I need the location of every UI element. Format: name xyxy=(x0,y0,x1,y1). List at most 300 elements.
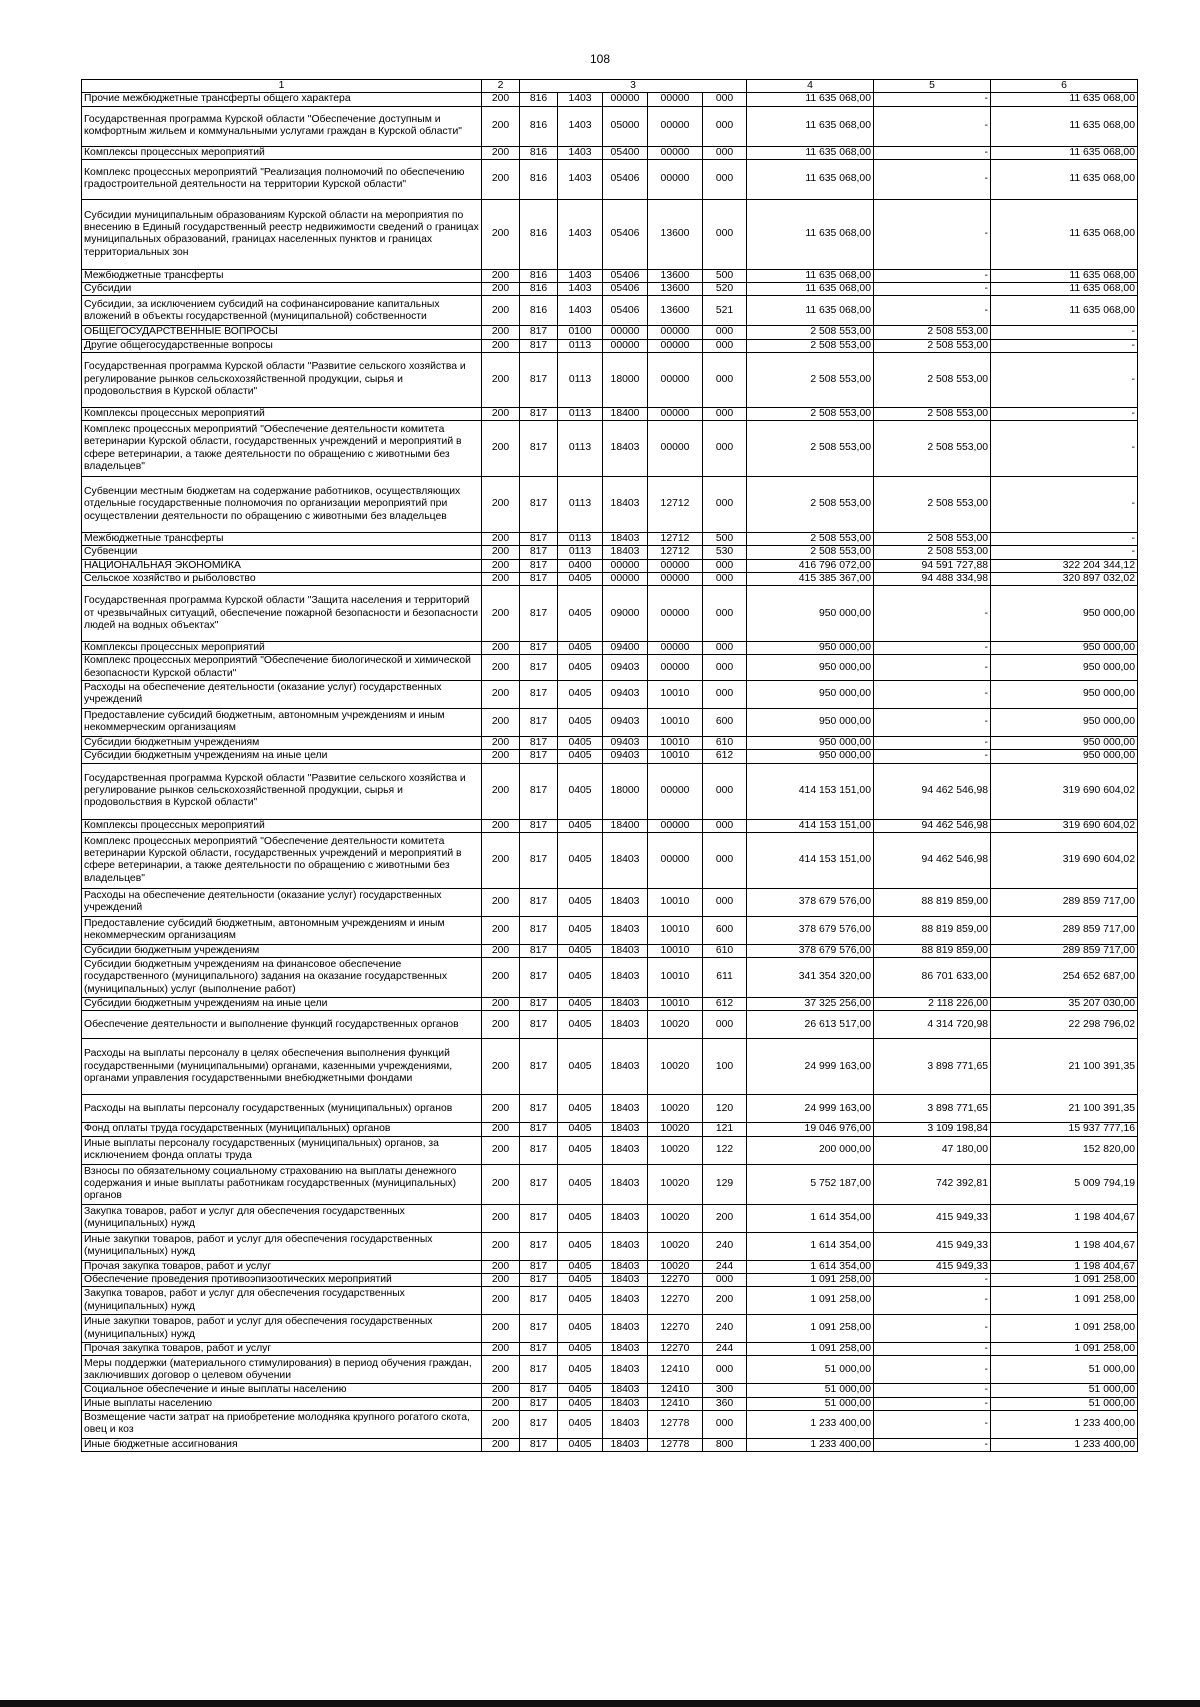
code-3b: 0405 xyxy=(558,1095,603,1123)
code-3d: 10010 xyxy=(648,736,703,749)
amount-6: 950 000,00 xyxy=(991,736,1138,749)
code-3c: 05400 xyxy=(603,146,648,159)
amount-6: 319 690 604,02 xyxy=(991,763,1138,819)
code-3e: 000 xyxy=(703,642,747,655)
code-3c: 18403 xyxy=(603,1315,648,1343)
code-3a: 817 xyxy=(520,832,558,888)
amount-6: 35 207 030,00 xyxy=(991,998,1138,1011)
amount-5: - xyxy=(874,586,991,642)
code-2: 200 xyxy=(482,146,520,159)
code-3d: 00000 xyxy=(648,559,703,572)
table-row xyxy=(82,832,1138,888)
code-3c: 18403 xyxy=(603,998,648,1011)
code-2: 200 xyxy=(482,944,520,957)
row-name: Возмещение части затрат на приобретение молодняка крупного рогатого скота, овец и коз xyxy=(82,1410,482,1438)
code-3d: 13600 xyxy=(648,296,703,326)
table-row xyxy=(82,1356,1138,1384)
code-2: 200 xyxy=(482,1438,520,1451)
amount-4: 950 000,00 xyxy=(747,655,874,681)
amount-4: 11 635 068,00 xyxy=(747,283,874,296)
code-3a: 817 xyxy=(520,1095,558,1123)
code-3e: 600 xyxy=(703,916,747,944)
amount-6: 5 009 794,19 xyxy=(991,1164,1138,1204)
row-name: Субсидии xyxy=(82,283,482,296)
row-name: Обеспечение проведения противоэпизоотических мероприятий xyxy=(82,1273,482,1286)
amount-5: 4 314 720,98 xyxy=(874,1011,991,1039)
code-3c: 18403 xyxy=(603,1164,648,1204)
code-3e: 000 xyxy=(703,159,747,199)
amount-6: 11 635 068,00 xyxy=(991,146,1138,159)
code-2: 200 xyxy=(482,339,520,352)
code-3d: 10020 xyxy=(648,1136,703,1164)
row-name: Прочие межбюджетные трансферты общего характера xyxy=(82,93,482,106)
table-row xyxy=(82,1438,1138,1451)
code-3e: 000 xyxy=(703,655,747,681)
amount-6: 950 000,00 xyxy=(991,642,1138,655)
amount-4: 1 233 400,00 xyxy=(747,1410,874,1438)
code-3e: 122 xyxy=(703,1136,747,1164)
amount-6: 1 233 400,00 xyxy=(991,1438,1138,1451)
code-3e: 240 xyxy=(703,1232,747,1260)
amount-5: 94 591 727,88 xyxy=(874,559,991,572)
amount-4: 950 000,00 xyxy=(747,708,874,736)
code-3d: 12270 xyxy=(648,1287,703,1315)
table-row xyxy=(82,1095,1138,1123)
amount-4: 1 091 258,00 xyxy=(747,1315,874,1343)
table-row xyxy=(82,708,1138,736)
code-3e: 800 xyxy=(703,1438,747,1451)
amount-4: 24 999 163,00 xyxy=(747,1039,874,1095)
amount-6: 1 091 258,00 xyxy=(991,1287,1138,1315)
row-name: НАЦИОНАЛЬНАЯ ЭКОНОМИКА xyxy=(82,559,482,572)
code-3c: 09403 xyxy=(603,750,648,763)
code-3b: 0100 xyxy=(558,326,603,339)
amount-5: - xyxy=(874,1315,991,1343)
amount-5: - xyxy=(874,269,991,282)
code-2: 200 xyxy=(482,352,520,407)
table-row xyxy=(82,1410,1138,1438)
amount-6: 22 298 796,02 xyxy=(991,1011,1138,1039)
amount-4: 2 508 553,00 xyxy=(747,339,874,352)
table-row xyxy=(82,339,1138,352)
code-3b: 0405 xyxy=(558,832,603,888)
code-3a: 817 xyxy=(520,559,558,572)
code-2: 200 xyxy=(482,559,520,572)
code-3a: 817 xyxy=(520,1397,558,1410)
amount-6: 51 000,00 xyxy=(991,1397,1138,1410)
code-3c: 18403 xyxy=(603,421,648,477)
code-2: 200 xyxy=(482,1260,520,1273)
code-3b: 0405 xyxy=(558,763,603,819)
code-3a: 816 xyxy=(520,296,558,326)
code-2: 200 xyxy=(482,93,520,106)
row-name: Государственная программа Курской области "Защита населения и территорий от чрезвычайных ситуаций, обеспечение пожарной безопасности и безопасности людей на водных объектах" xyxy=(82,586,482,642)
code-2: 200 xyxy=(482,296,520,326)
code-3e: 360 xyxy=(703,1397,747,1410)
amount-6: 289 859 717,00 xyxy=(991,888,1138,916)
code-3e: 000 xyxy=(703,586,747,642)
code-2: 200 xyxy=(482,533,520,546)
code-3d: 00000 xyxy=(648,339,703,352)
code-3e: 000 xyxy=(703,680,747,708)
code-2: 200 xyxy=(482,888,520,916)
amount-6: 51 000,00 xyxy=(991,1384,1138,1397)
code-3e: 611 xyxy=(703,958,747,998)
amount-6: 950 000,00 xyxy=(991,708,1138,736)
code-3d: 00000 xyxy=(648,763,703,819)
amount-4: 2 508 553,00 xyxy=(747,477,874,533)
code-3d: 10010 xyxy=(648,998,703,1011)
amount-6: 11 635 068,00 xyxy=(991,159,1138,199)
amount-4: 11 635 068,00 xyxy=(747,93,874,106)
amount-4: 950 000,00 xyxy=(747,586,874,642)
amount-5: - xyxy=(874,1273,991,1286)
amount-4: 11 635 068,00 xyxy=(747,199,874,269)
table-row xyxy=(82,1260,1138,1273)
code-3a: 816 xyxy=(520,146,558,159)
code-3d: 12410 xyxy=(648,1397,703,1410)
amount-6: 11 635 068,00 xyxy=(991,199,1138,269)
amount-5: - xyxy=(874,750,991,763)
row-name: Расходы на выплаты персоналу государственных (муниципальных) органов xyxy=(82,1095,482,1123)
amount-5: - xyxy=(874,708,991,736)
code-3a: 816 xyxy=(520,106,558,146)
code-3e: 520 xyxy=(703,283,747,296)
code-3c: 00000 xyxy=(603,93,648,106)
amount-6: 1 198 404,67 xyxy=(991,1204,1138,1232)
code-2: 200 xyxy=(482,1136,520,1164)
amount-6: - xyxy=(991,339,1138,352)
code-3a: 816 xyxy=(520,93,558,106)
code-3b: 0405 xyxy=(558,572,603,585)
table-row xyxy=(82,1232,1138,1260)
table-row xyxy=(82,1136,1138,1164)
table-row xyxy=(82,586,1138,642)
code-2: 200 xyxy=(482,750,520,763)
amount-4: 416 796 072,00 xyxy=(747,559,874,572)
code-3e: 610 xyxy=(703,736,747,749)
code-3b: 0405 xyxy=(558,819,603,832)
row-name: Субсидии бюджетным учреждениям на иные цели xyxy=(82,750,482,763)
amount-5: 86 701 633,00 xyxy=(874,958,991,998)
amount-4: 2 508 553,00 xyxy=(747,326,874,339)
code-3a: 816 xyxy=(520,199,558,269)
code-3c: 05406 xyxy=(603,283,648,296)
code-2: 200 xyxy=(482,269,520,282)
table-row xyxy=(82,546,1138,559)
header-row xyxy=(82,80,1138,93)
code-2: 200 xyxy=(482,655,520,681)
amount-4: 1 614 354,00 xyxy=(747,1204,874,1232)
code-3d: 10010 xyxy=(648,916,703,944)
code-3b: 0405 xyxy=(558,642,603,655)
amount-6: 11 635 068,00 xyxy=(991,296,1138,326)
row-name: Другие общегосударственные вопросы xyxy=(82,339,482,352)
code-3c: 18403 xyxy=(603,1397,648,1410)
code-3b: 0405 xyxy=(558,916,603,944)
amount-4: 24 999 163,00 xyxy=(747,1095,874,1123)
code-3a: 817 xyxy=(520,736,558,749)
code-3c: 18400 xyxy=(603,819,648,832)
code-3c: 18403 xyxy=(603,546,648,559)
code-3b: 1403 xyxy=(558,283,603,296)
code-3a: 816 xyxy=(520,269,558,282)
code-2: 200 xyxy=(482,819,520,832)
code-2: 200 xyxy=(482,1164,520,1204)
code-3b: 0405 xyxy=(558,1136,603,1164)
code-3b: 0113 xyxy=(558,546,603,559)
scan-bottom-edge xyxy=(0,1700,1200,1707)
amount-4: 2 508 553,00 xyxy=(747,533,874,546)
code-3a: 817 xyxy=(520,1260,558,1273)
code-3a: 817 xyxy=(520,421,558,477)
row-name: Субсидии муниципальным образованиям Курской области на мероприятия по внесению в Единый государственный реестр недвижимости сведений о границах муниципальных образований, границах населенных пунктов и границах территориальных зон xyxy=(82,199,482,269)
code-3c: 18403 xyxy=(603,1343,648,1356)
row-name: Государственная программа Курской области "Развитие сельского хозяйства и регулирование рынков сельскохозяйственной продукции, сырья и продовольствия в Курской области" xyxy=(82,763,482,819)
row-name: Комплексы процессных мероприятий xyxy=(82,407,482,420)
code-3c: 09403 xyxy=(603,708,648,736)
code-3a: 817 xyxy=(520,1273,558,1286)
row-name: Комплекс процессных мероприятий "Обеспечение деятельности комитета ветеринарии Курской области, государственных учреждений и мероприятий в сфере ветеринарии, а также деятельности по обращению с животными без владельцев" xyxy=(82,832,482,888)
code-3e: 200 xyxy=(703,1204,747,1232)
amount-5: 94 462 546,98 xyxy=(874,832,991,888)
page-number: 108 xyxy=(589,52,611,66)
code-3c: 09403 xyxy=(603,736,648,749)
amount-5: - xyxy=(874,199,991,269)
amount-6: 322 204 344,12 xyxy=(991,559,1138,572)
amount-5: 94 488 334,98 xyxy=(874,572,991,585)
code-2: 200 xyxy=(482,1315,520,1343)
code-2: 200 xyxy=(482,421,520,477)
table-row xyxy=(82,1397,1138,1410)
amount-5: 2 118 226,00 xyxy=(874,998,991,1011)
amount-6: 319 690 604,02 xyxy=(991,819,1138,832)
table-row xyxy=(82,888,1138,916)
code-3c: 18403 xyxy=(603,1410,648,1438)
code-2: 200 xyxy=(482,642,520,655)
table-row xyxy=(82,680,1138,708)
row-name: Комплексы процессных мероприятий xyxy=(82,146,482,159)
row-name: Иные закупки товаров, работ и услуг для обеспечения государственных (муниципальных) нужд xyxy=(82,1315,482,1343)
row-name: Расходы на выплаты персоналу в целях обеспечения выполнения функций государственными (муниципальными) органами, казенными учреждениями, органами управления государственными внебюджетными фондами xyxy=(82,1039,482,1095)
code-2: 200 xyxy=(482,572,520,585)
amount-6: 15 937 777,16 xyxy=(991,1123,1138,1136)
amount-5: - xyxy=(874,159,991,199)
code-3d: 00000 xyxy=(648,421,703,477)
amount-5: - xyxy=(874,1410,991,1438)
amount-6: 950 000,00 xyxy=(991,680,1138,708)
table-row xyxy=(82,1039,1138,1095)
amount-4: 11 635 068,00 xyxy=(747,296,874,326)
table-row xyxy=(82,1204,1138,1232)
table-row xyxy=(82,1011,1138,1039)
amount-6: 1 198 404,67 xyxy=(991,1260,1138,1273)
code-2: 200 xyxy=(482,546,520,559)
amount-6: 289 859 717,00 xyxy=(991,944,1138,957)
amount-4: 414 153 151,00 xyxy=(747,819,874,832)
amount-6: 11 635 068,00 xyxy=(991,269,1138,282)
amount-6: 950 000,00 xyxy=(991,586,1138,642)
code-3d: 12270 xyxy=(648,1315,703,1343)
code-3b: 0405 xyxy=(558,1287,603,1315)
table-row xyxy=(82,916,1138,944)
code-3b: 0405 xyxy=(558,1410,603,1438)
table-row xyxy=(82,1273,1138,1286)
code-3c: 18403 xyxy=(603,1011,648,1039)
code-3c: 18403 xyxy=(603,1039,648,1095)
code-3d: 12270 xyxy=(648,1273,703,1286)
code-3a: 816 xyxy=(520,283,558,296)
code-3a: 817 xyxy=(520,642,558,655)
amount-5: 2 508 553,00 xyxy=(874,477,991,533)
code-3b: 0405 xyxy=(558,1356,603,1384)
code-3a: 817 xyxy=(520,1204,558,1232)
code-2: 200 xyxy=(482,1204,520,1232)
code-2: 200 xyxy=(482,199,520,269)
code-3c: 18403 xyxy=(603,888,648,916)
row-name: Субсидии бюджетным учреждениям на финансовое обеспечение государственного (муниципального) задания на оказание государственных (муниципальных) услуг (выполнение работ) xyxy=(82,958,482,998)
table-row xyxy=(82,998,1138,1011)
amount-4: 950 000,00 xyxy=(747,750,874,763)
row-name: Межбюджетные трансферты xyxy=(82,533,482,546)
code-3d: 10020 xyxy=(648,1260,703,1273)
amount-4: 200 000,00 xyxy=(747,1136,874,1164)
code-3a: 817 xyxy=(520,1136,558,1164)
code-2: 200 xyxy=(482,1273,520,1286)
code-3c: 18403 xyxy=(603,1204,648,1232)
code-3d: 10020 xyxy=(648,1204,703,1232)
row-name: Иные бюджетные ассигнования xyxy=(82,1438,482,1451)
code-3d: 13600 xyxy=(648,199,703,269)
amount-4: 1 614 354,00 xyxy=(747,1232,874,1260)
code-3c: 18403 xyxy=(603,1384,648,1397)
code-3e: 000 xyxy=(703,763,747,819)
amount-4: 2 508 553,00 xyxy=(747,421,874,477)
table-row xyxy=(82,146,1138,159)
table-row xyxy=(82,283,1138,296)
table-row xyxy=(82,1164,1138,1204)
amount-6: - xyxy=(991,326,1138,339)
code-3b: 0405 xyxy=(558,1204,603,1232)
code-3c: 05406 xyxy=(603,159,648,199)
amount-5: - xyxy=(874,1343,991,1356)
code-3e: 612 xyxy=(703,998,747,1011)
row-name: Закупка товаров, работ и услуг для обеспечения государственных (муниципальных) нужд xyxy=(82,1204,482,1232)
code-3c: 18000 xyxy=(603,763,648,819)
row-name: Взносы по обязательному социальному страхованию на выплаты денежного содержания и иные выплаты работникам государственных (муниципальных) органов xyxy=(82,1164,482,1204)
code-3c: 09403 xyxy=(603,680,648,708)
table-row xyxy=(82,269,1138,282)
amount-6: 1 233 400,00 xyxy=(991,1410,1138,1438)
code-3b: 0405 xyxy=(558,1232,603,1260)
code-3c: 18403 xyxy=(603,1273,648,1286)
table-row xyxy=(82,421,1138,477)
amount-6: 1 091 258,00 xyxy=(991,1343,1138,1356)
code-3a: 817 xyxy=(520,1343,558,1356)
code-3a: 817 xyxy=(520,1438,558,1451)
code-3d: 10010 xyxy=(648,750,703,763)
amount-5: 47 180,00 xyxy=(874,1136,991,1164)
table-row xyxy=(82,559,1138,572)
code-3e: 300 xyxy=(703,1384,747,1397)
code-2: 200 xyxy=(482,680,520,708)
code-3e: 120 xyxy=(703,1095,747,1123)
code-2: 200 xyxy=(482,1232,520,1260)
table-row xyxy=(82,407,1138,420)
code-3c: 00000 xyxy=(603,339,648,352)
code-3d: 12712 xyxy=(648,477,703,533)
code-3e: 000 xyxy=(703,352,747,407)
table-row xyxy=(82,572,1138,585)
code-3e: 500 xyxy=(703,269,747,282)
code-3c: 05000 xyxy=(603,106,648,146)
code-2: 200 xyxy=(482,708,520,736)
table-row xyxy=(82,750,1138,763)
code-3a: 817 xyxy=(520,708,558,736)
code-3c: 05406 xyxy=(603,199,648,269)
code-3a: 817 xyxy=(520,1410,558,1438)
code-3c: 05406 xyxy=(603,269,648,282)
code-3c: 18403 xyxy=(603,1438,648,1451)
amount-5: - xyxy=(874,655,991,681)
code-3b: 0405 xyxy=(558,944,603,957)
code-2: 200 xyxy=(482,832,520,888)
amount-5: - xyxy=(874,296,991,326)
amount-6: 254 652 687,00 xyxy=(991,958,1138,998)
code-3c: 18403 xyxy=(603,916,648,944)
code-2: 200 xyxy=(482,763,520,819)
amount-5: - xyxy=(874,283,991,296)
table-row xyxy=(82,819,1138,832)
amount-5: 3 898 771,65 xyxy=(874,1095,991,1123)
amount-5: 2 508 553,00 xyxy=(874,533,991,546)
code-3e: 530 xyxy=(703,546,747,559)
amount-5: - xyxy=(874,93,991,106)
code-3a: 817 xyxy=(520,1315,558,1343)
code-3d: 00000 xyxy=(648,159,703,199)
code-3e: 000 xyxy=(703,1410,747,1438)
table-row xyxy=(82,199,1138,269)
code-3a: 817 xyxy=(520,586,558,642)
amount-6: 21 100 391,35 xyxy=(991,1039,1138,1095)
code-3a: 817 xyxy=(520,763,558,819)
code-3d: 10020 xyxy=(648,1011,703,1039)
code-2: 200 xyxy=(482,1095,520,1123)
amount-6: 950 000,00 xyxy=(991,750,1138,763)
code-3a: 817 xyxy=(520,546,558,559)
table-row xyxy=(82,352,1138,407)
code-2: 200 xyxy=(482,1039,520,1095)
code-2: 200 xyxy=(482,1410,520,1438)
code-2: 200 xyxy=(482,159,520,199)
code-3e: 000 xyxy=(703,421,747,477)
table-row xyxy=(82,1343,1138,1356)
code-3a: 817 xyxy=(520,1164,558,1204)
amount-4: 5 752 187,00 xyxy=(747,1164,874,1204)
amount-4: 11 635 068,00 xyxy=(747,159,874,199)
code-3d: 12410 xyxy=(648,1356,703,1384)
code-2: 200 xyxy=(482,916,520,944)
code-3c: 18403 xyxy=(603,832,648,888)
code-2: 200 xyxy=(482,736,520,749)
amount-4: 414 153 151,00 xyxy=(747,832,874,888)
code-3c: 18403 xyxy=(603,958,648,998)
amount-4: 341 354 320,00 xyxy=(747,958,874,998)
row-name: Субвенции xyxy=(82,546,482,559)
code-3e: 000 xyxy=(703,572,747,585)
amount-5: 94 462 546,98 xyxy=(874,763,991,819)
row-name: Государственная программа Курской области "Обеспечение доступным и комфортным жильем и коммунальными услугами граждан в Курской области" xyxy=(82,106,482,146)
